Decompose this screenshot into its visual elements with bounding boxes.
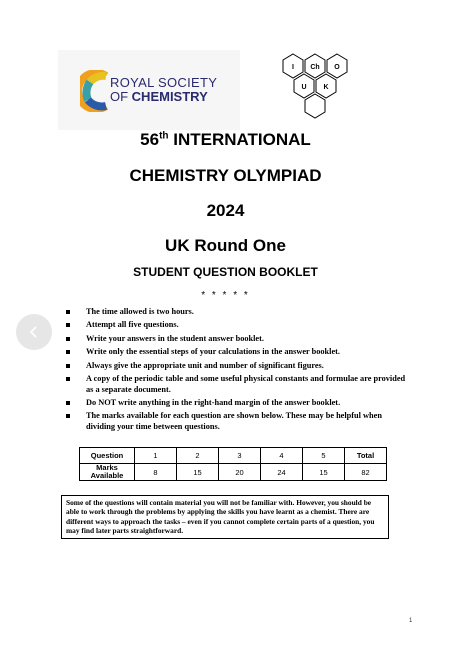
marks-value: 15 — [177, 464, 219, 481]
instruction-item — [66, 307, 406, 318]
instruction-item — [66, 347, 406, 358]
title-line-2: CHEMISTRY OLYMPIAD — [129, 166, 322, 185]
title-line-1-rest: INTERNATIONAL — [168, 130, 311, 149]
rsc-line2-bold: CHEMISTRY — [131, 89, 208, 104]
rsc-line2 — [110, 90, 217, 104]
advice-note-box: Some of the questions will contain material you will not be familiar with. However, you should be able to work through the problems by applying the skills you have learnt as a chemist. There are different ways to approach the tasks – even if you cannot complete certain parts of a question, you may find later parts straightforward. — [61, 495, 389, 539]
edition-number: 56 — [140, 130, 160, 149]
icho-letter-o: O — [334, 64, 340, 71]
bullet-icon — [66, 350, 70, 354]
bullet-icon — [66, 377, 70, 381]
instruction-text: The marks available for each question are shown below. These may be helpful when dividing your time between questions. — [86, 411, 382, 431]
marks-value: 24 — [261, 464, 303, 481]
bullet-icon — [66, 323, 70, 327]
instruction-text: Write only the essential steps of your calculations in the answer booklet. — [86, 347, 340, 357]
instruction-item — [66, 374, 406, 395]
marks-row-label: Marks Available — [80, 464, 135, 481]
title-booklet: STUDENT QUESTION BOOKLET — [133, 265, 318, 279]
rsc-line1: ROYAL SOCIETY — [110, 75, 218, 90]
question-number: 1 — [135, 448, 177, 464]
instruction-text: Do NOT write anything in the right-hand margin of the answer booklet. — [86, 397, 341, 407]
bullet-icon — [66, 401, 70, 405]
instruction-item — [66, 320, 406, 331]
title-round: UK Round One — [165, 236, 286, 255]
icho-letter-k: K — [323, 84, 329, 91]
icho-letter-u: U — [301, 84, 307, 91]
marks-total: 82 — [345, 464, 387, 481]
instruction-item — [66, 334, 406, 345]
question-row-label: Question — [80, 448, 135, 464]
question-number: 2 — [177, 448, 219, 464]
icho-uk-logo — [272, 52, 372, 124]
rsc-line2-prefix: OF — [110, 89, 132, 104]
marks-table-value-row — [80, 464, 387, 481]
edition-suffix: th — [159, 130, 169, 142]
title-line-1 — [0, 130, 451, 150]
instructions-list — [66, 307, 406, 435]
question-number: 3 — [219, 448, 261, 464]
rsc-logo-text — [110, 76, 217, 104]
rsc-logo-icon — [80, 70, 110, 112]
instruction-item — [66, 361, 406, 372]
instruction-text: A copy of the periodic table and some useful physical constants and formulae are provided as a separate document. — [86, 373, 406, 394]
icho-letter-ch: Ch — [310, 64, 320, 71]
question-number: 5 — [303, 448, 345, 464]
page-number: 1 — [409, 618, 413, 624]
title-year: 2024 — [206, 201, 245, 220]
marks-value: 15 — [303, 464, 345, 481]
marks-value: 8 — [135, 464, 177, 481]
bullet-icon — [66, 337, 70, 341]
icho-letter-i: I — [292, 64, 294, 71]
instruction-item — [66, 411, 406, 432]
instruction-text: Attempt all five questions. — [86, 320, 179, 330]
marks-table-header-row — [80, 448, 387, 464]
marks-value: 20 — [219, 464, 261, 481]
instruction-text: The time allowed is two hours. — [86, 307, 194, 316]
bullet-icon — [66, 414, 70, 418]
marks-table — [79, 447, 387, 481]
instruction-text: Write your answers in the student answer booklet. — [86, 333, 264, 343]
total-header: Total — [345, 448, 387, 464]
previous-page-button[interactable] — [16, 314, 52, 350]
bullet-icon — [66, 364, 70, 368]
instruction-item — [66, 398, 406, 409]
bullet-icon — [66, 310, 70, 314]
question-number: 4 — [261, 448, 303, 464]
star-divider: * * * * * — [201, 290, 250, 301]
instruction-text: Always give the appropriate unit and number of significant figures. — [86, 360, 324, 370]
chevron-left-icon — [28, 325, 40, 339]
